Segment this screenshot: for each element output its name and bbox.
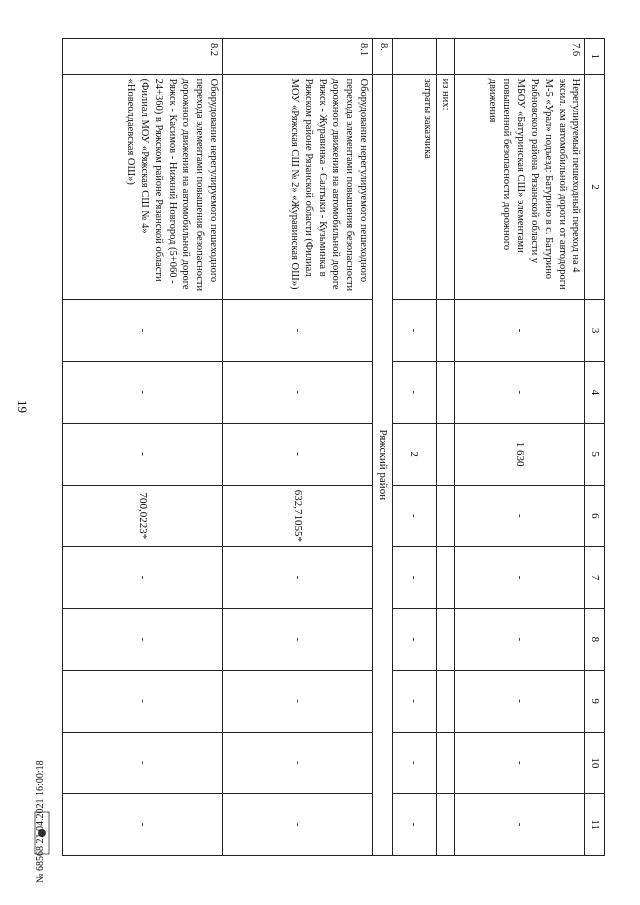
cell-col6: 700,0223* — [63, 485, 223, 547]
cell-col5: 2 — [392, 423, 436, 485]
header-cell: 1 — [585, 39, 605, 75]
rotated-table-container — [67, 38, 605, 856]
row-number: 8.1 — [223, 39, 373, 75]
cell-col4: - — [63, 362, 223, 424]
row-description: Оборудование нерегулируемого пешеходного перехода элементами повышения безопасности дорожного движения на автомобильной дороге Ряжск - Касимов - Нижний Новгород (5+060 - 24+360) в Ряжском районе Рязанской области (Филиал МОУ «Ряжская СШ № 4» «Новеолдаевская ОШ») — [63, 74, 223, 300]
cell-col7: - — [223, 547, 373, 609]
cell-col4: - — [223, 362, 373, 424]
cell-col5: - — [223, 423, 373, 485]
header-cell: 2 — [585, 74, 605, 300]
cell-col10: - — [392, 732, 436, 794]
header-cell: 6 — [585, 485, 605, 547]
cell-col9: - — [392, 670, 436, 732]
cell-col11: - — [63, 794, 223, 856]
row-number: 8. — [373, 39, 393, 75]
cell-col6: - — [455, 485, 585, 547]
header-cell: 9 — [585, 670, 605, 732]
header-cell: 11 — [585, 794, 605, 856]
cell-col11: - — [392, 794, 436, 856]
row-description: из них: — [436, 74, 455, 300]
cell-col11: - — [223, 794, 373, 856]
row-number — [392, 39, 436, 75]
row-description: Нерегулируемый пешеходный переход на 4 эксил. км автомобильной дороги от автодороги М-5 «Урал» подъезд: Батурино в с. Батурино Рыбновского района Рязанской области у МБОУ «Батуринская СШ» элементами повышенной безопасности дорожного движения — [455, 74, 585, 300]
data-table — [62, 38, 605, 856]
region-title: Ряжский район — [373, 74, 393, 855]
header-cell: 5 — [585, 423, 605, 485]
row-number: 7.6 — [455, 39, 585, 75]
header-cell: 4 — [585, 362, 605, 424]
cell-col6: - — [392, 485, 436, 547]
cell-col7: - — [392, 547, 436, 609]
cell-col3: - — [223, 300, 373, 362]
table-row — [455, 39, 585, 856]
page-number: 19 — [15, 400, 30, 413]
cell-col10: - — [223, 732, 373, 794]
cell-col8: - — [455, 609, 585, 671]
row-number — [436, 39, 455, 75]
cell-col9: - — [223, 670, 373, 732]
row-description: затраты заказчика — [392, 74, 436, 300]
table-row — [436, 39, 455, 856]
cell-col9: - — [63, 670, 223, 732]
table-row — [223, 39, 373, 856]
table-row — [392, 39, 436, 856]
cell-col3: - — [392, 300, 436, 362]
header-cell: 3 — [585, 300, 605, 362]
cell-col8: - — [223, 609, 373, 671]
row-description: Оборудование нерегулируемого пешеходного перехода элементами повышения безопасности дорожного движения на автомобильной дороге Ряжск - Журавинка - Салтыки - Кузьминка в Ряжском районе Рязанской области (Филиал МОУ «Ряжская СШ № 2» «Журавинская ОШ») — [223, 74, 373, 300]
cell-col7: - — [63, 547, 223, 609]
cell-col11: - — [455, 794, 585, 856]
header-cell: 10 — [585, 732, 605, 794]
cell-col10: - — [455, 732, 585, 794]
cell-col3: - — [63, 300, 223, 362]
cell-col4: - — [392, 362, 436, 424]
cell-col5: - — [63, 423, 223, 485]
cell-col8: - — [392, 609, 436, 671]
cell-col5: 1 630 — [455, 423, 585, 485]
cell-col3: - — [455, 300, 585, 362]
cell-col7: - — [455, 547, 585, 609]
cell-col8: - — [63, 609, 223, 671]
header-cell: 7 — [585, 547, 605, 609]
header-cell: 8 — [585, 609, 605, 671]
cell-col4: - — [455, 362, 585, 424]
row-number: 8.2 — [63, 39, 223, 75]
region-row — [373, 39, 393, 856]
cell-col10: - — [63, 732, 223, 794]
table-row — [63, 39, 223, 856]
header-row — [585, 39, 605, 856]
cell-col9: - — [455, 670, 585, 732]
document-registration-footer: № 68568 21.04.2021 16:00:18 — [35, 760, 46, 883]
cell-col6: 632,71055* — [223, 485, 373, 547]
